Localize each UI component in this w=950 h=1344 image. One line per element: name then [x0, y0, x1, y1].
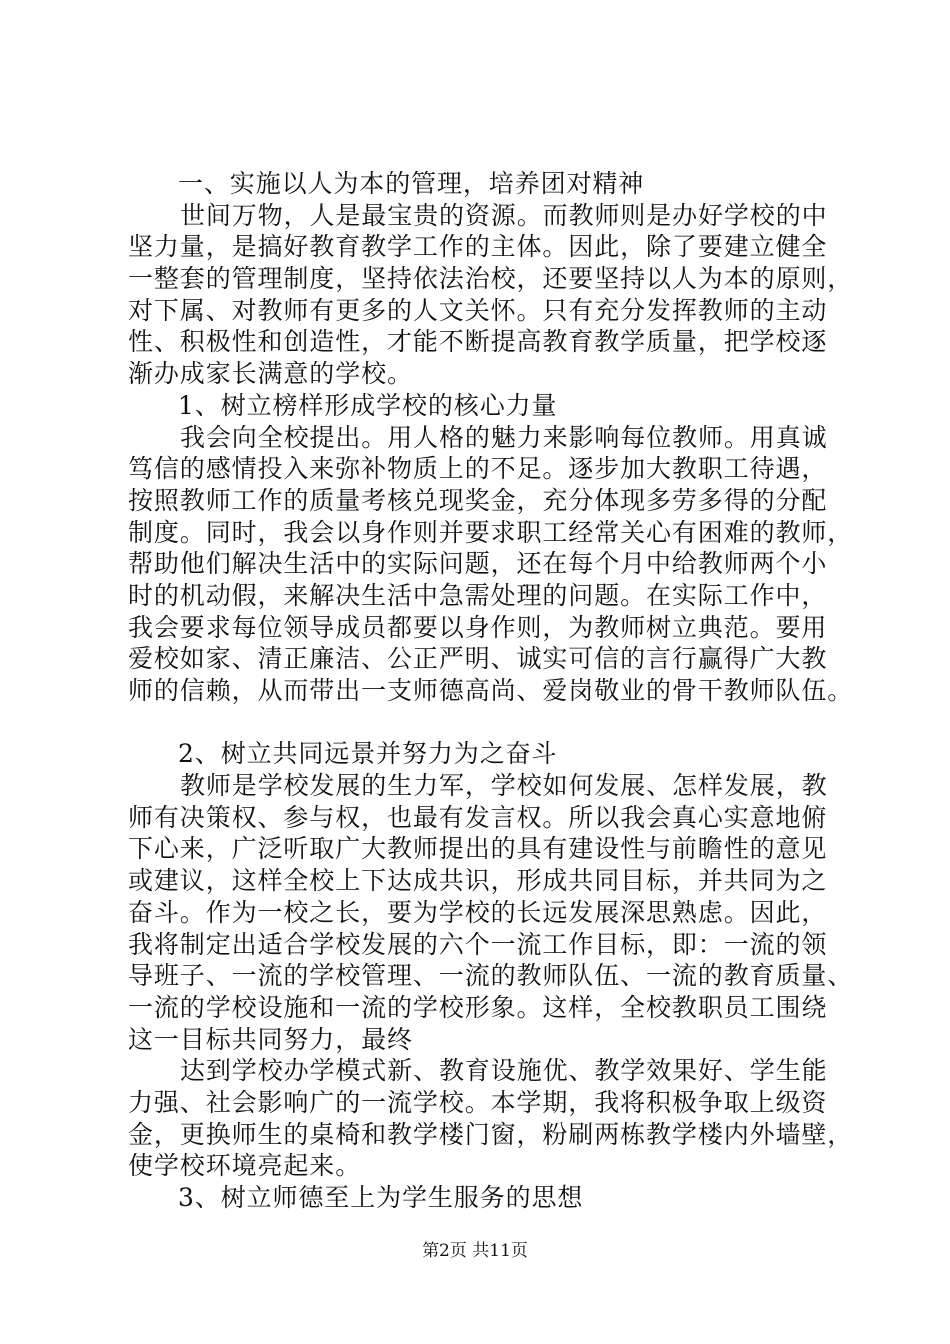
paragraph-line: 制度。同时，我会以身作则并要求职工经常关心有困难的教师， — [128, 517, 854, 547]
paragraph-line: 这一目标共同努力，最终 — [128, 1024, 413, 1054]
paragraph-line: 一整套的管理制度，坚持依法治校，还要坚持以人为本的原则， — [128, 264, 854, 294]
paragraph-line: 我会要求每位领导成员都要以身作则，为教师树立典范。要用 — [128, 612, 828, 642]
paragraph-line: 时的机动假，来解决生活中急需处理的问题。在实际工作中， — [128, 580, 828, 610]
section-heading: 一、实施以人为本的管理，培养团对精神 — [178, 169, 645, 198]
document-body — [128, 168, 854, 1214]
subsection-heading: 1、树立榜样形成学校的核心力量 — [178, 390, 558, 420]
subsection-heading: 2、树立共同远景并努力为之奋斗 — [178, 739, 558, 769]
paragraph-line: 下心来，广泛听取广大教师提出的具有建设性与前瞻性的意见 — [128, 834, 828, 864]
paragraph-line: 对下属、对教师有更多的人文关怀。只有充分发挥教师的主动 — [128, 295, 828, 325]
paragraph-line: 按照教师工作的质量考核兑现奖金，充分体现多劳多得的分配 — [128, 485, 828, 515]
paragraph-line: 我会向全校提出。用人格的魅力来影响每位教师。用真诚 — [180, 422, 828, 452]
paragraph-line: 金，更换师生的桌椅和教学楼门窗，粉刷两栋教学楼内外墙壁， — [128, 1119, 854, 1149]
paragraph-line: 奋斗。作为一校之长，要为学校的长远发展深思熟虑。因此， — [128, 897, 828, 927]
paragraph-line: 导班子、一流的学校管理、一流的教师队伍、一流的教育质量、 — [128, 961, 854, 991]
subsection-heading: 3、树立师德至上为学生服务的思想 — [178, 1183, 584, 1212]
paragraph-line: 使学校环境亮起来。 — [128, 1151, 362, 1181]
blank-line — [128, 707, 840, 739]
paragraph-line: 爱校如家、清正廉洁、公正严明、诚实可信的言行赢得广大教 — [128, 644, 828, 674]
page-number-footer: 第2页 共11页 — [422, 1241, 528, 1261]
paragraph-line: 渐办成家长满意的学校。 — [128, 359, 413, 389]
paragraph-line: 帮助他们解决生活中的实际问题，还在每个月中给教师两个小 — [128, 549, 828, 579]
paragraph-line: 我将制定出适合学校发展的六个一流工作目标，即：一流的领 — [128, 929, 828, 959]
paragraph-line: 性、积极性和创造性，才能不断提高教育教学质量，把学校逐 — [128, 327, 828, 357]
paragraph-line: 力强、社会影响广的一流学校。本学期，我将积极争取上级资 — [128, 1087, 828, 1117]
paragraph-line: 教师是学校发展的生力军，学校如何发展、怎样发展，教 — [180, 771, 828, 801]
paragraph-line: 师有决策权、参与权，也最有发言权。所以我会真心实意地俯 — [128, 802, 828, 832]
paragraph-line: 达到学校办学模式新、教育设施优、教学效果好、学生能 — [180, 1056, 828, 1086]
paragraph-line: 笃信的感情投入来弥补物质上的不足。逐步加大教职工待遇， — [128, 454, 828, 484]
paragraph-line: 师的信赖，从而带出一支师德高尚、爱岗敬业的骨干教师队伍。 — [128, 676, 854, 705]
paragraph-line: 一流的学校设施和一流的学校形象。这样，全校教职员工围绕 — [128, 992, 828, 1022]
paragraph-line: 或建议，这样全校上下达成共识，形成共同目标，并共同为之 — [128, 866, 828, 896]
paragraph-line: 坚力量，是搞好教育教学工作的主体。因此，除了要建立健全 — [128, 232, 828, 262]
paragraph-line: 世间万物，人是最宝贵的资源。而教师则是办好学校的中 — [180, 200, 828, 230]
